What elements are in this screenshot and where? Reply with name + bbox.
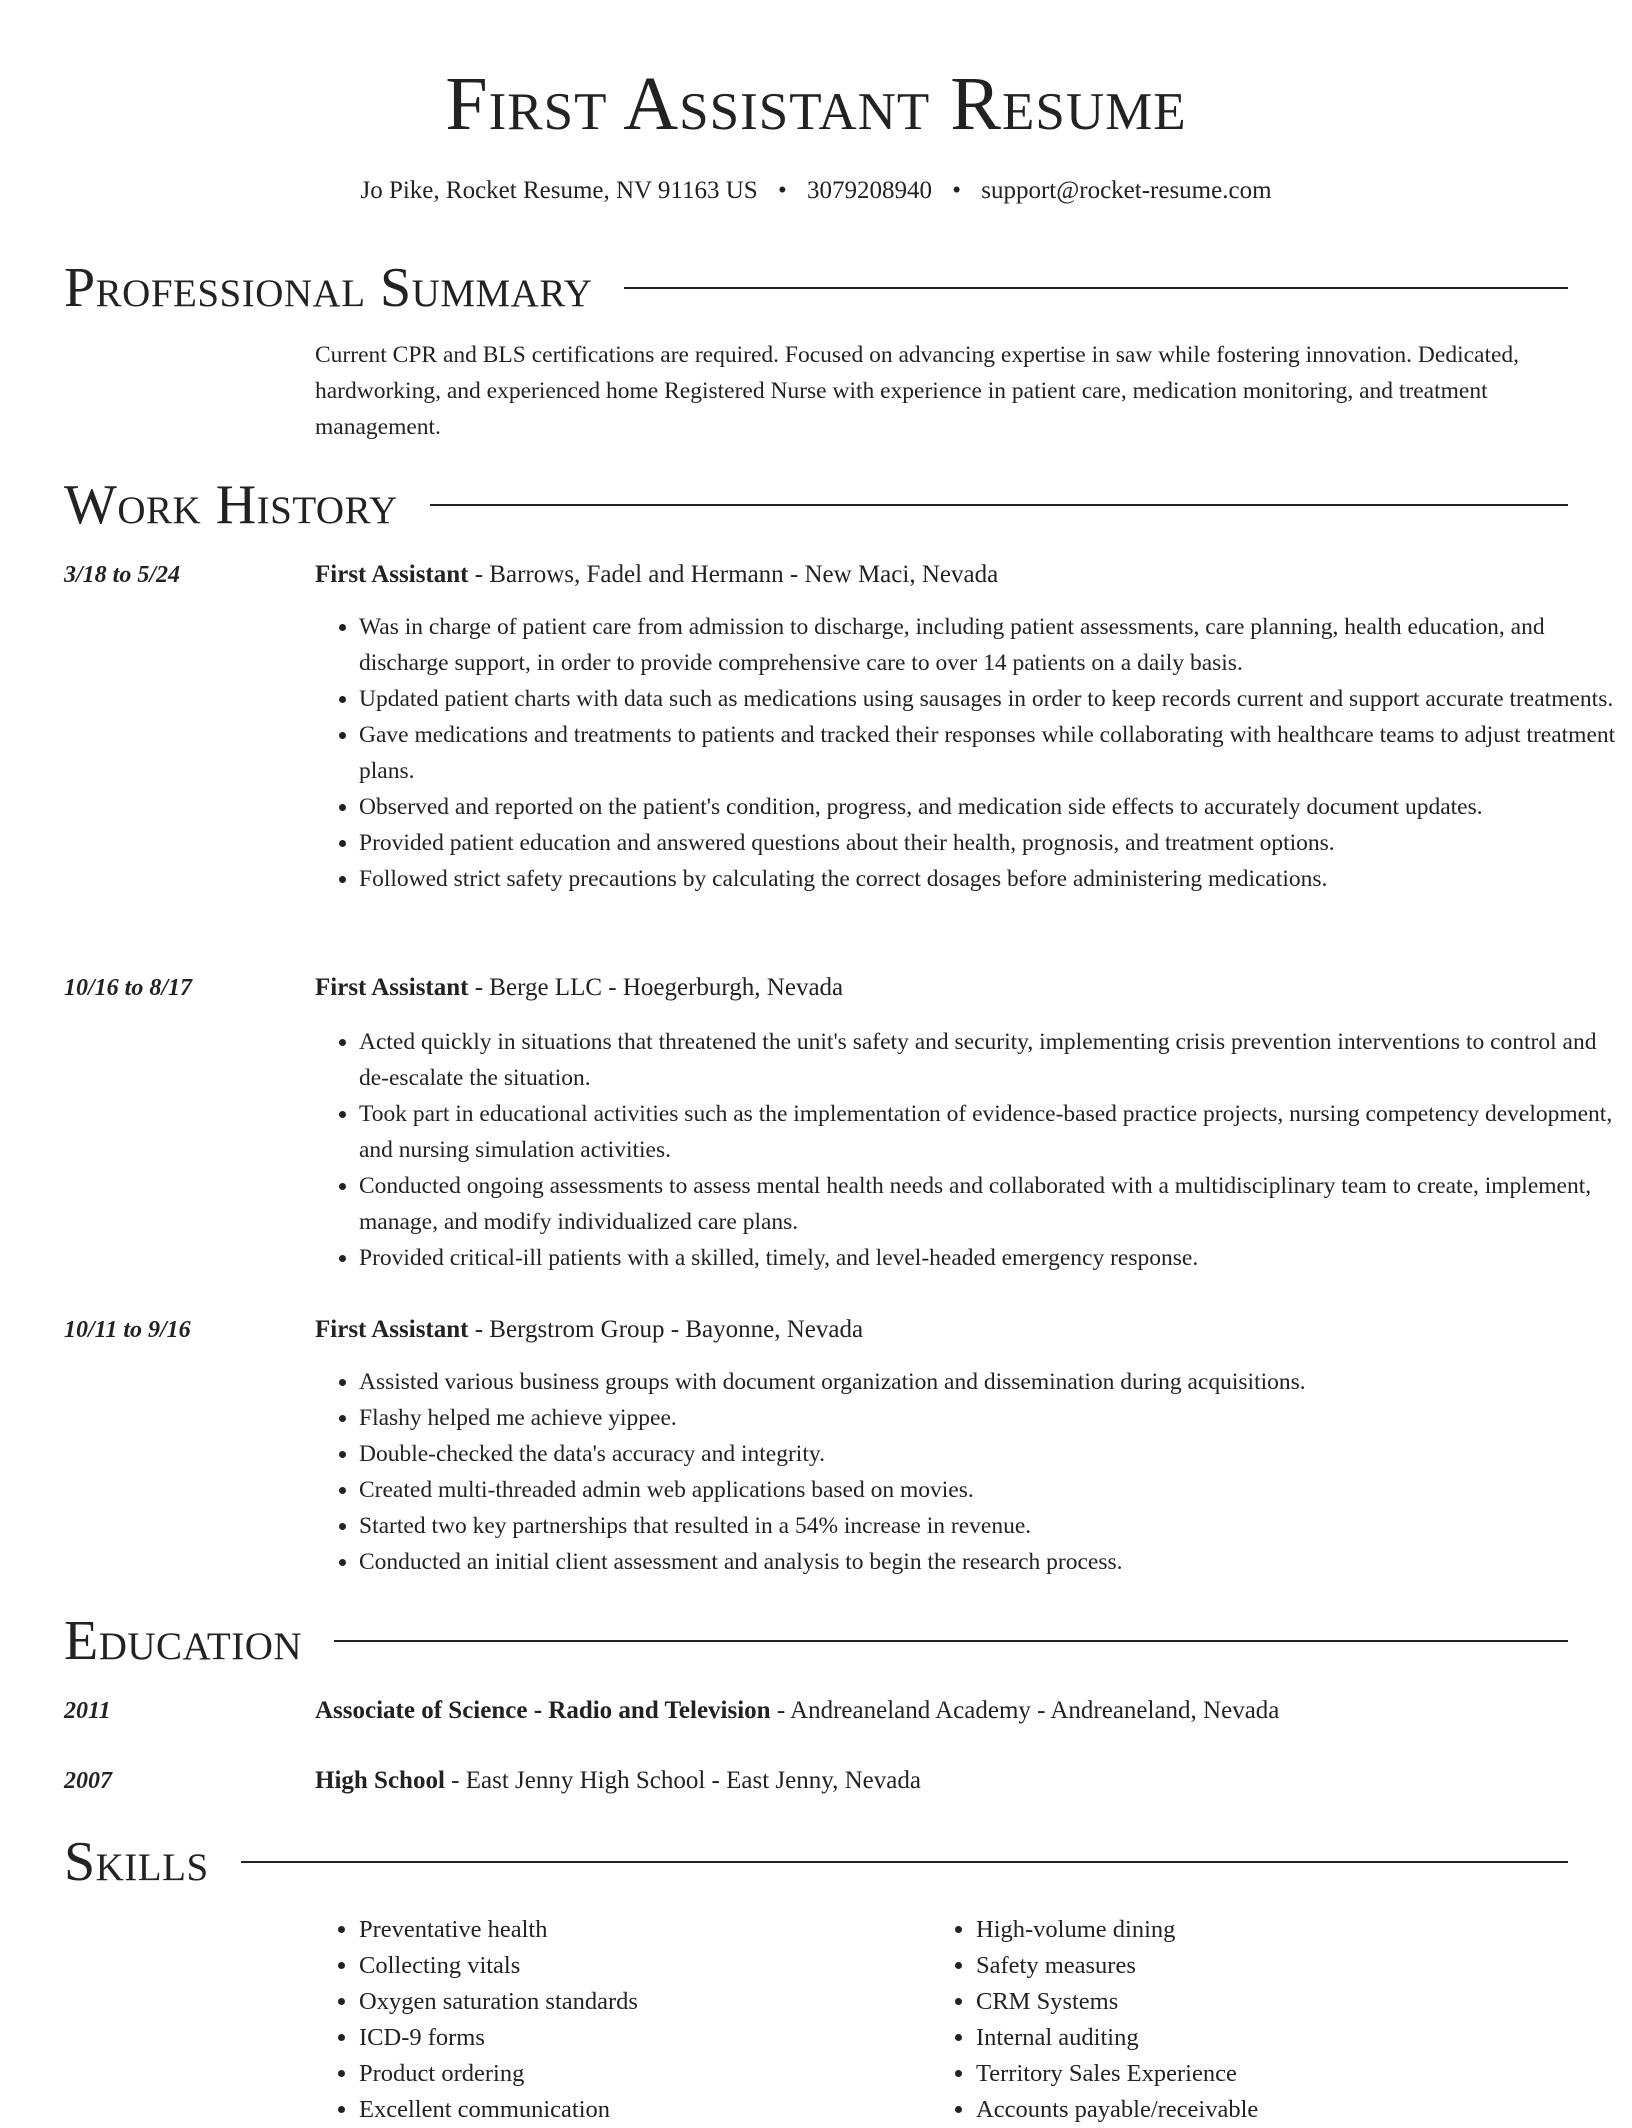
education-year: 2011 — [64, 1698, 111, 1724]
contact-separator: • — [777, 177, 787, 204]
job-bullet: • Created multi-threaded admin web applications based on movies. — [359, 1472, 1619, 1508]
job-dates: 3/18 to 5/24 — [64, 562, 181, 588]
education-degree: Associate of Science - Radio and Television — [315, 1697, 771, 1724]
job-header — [315, 557, 1575, 593]
section-rule — [334, 1640, 1568, 1642]
skill-item: • CRM Systems — [976, 1984, 1576, 2020]
education-year: 2007 — [64, 1768, 112, 1794]
job-bullet: • Provided critical-ill patients with a skilled, timely, and level-headed emergency response. — [359, 1240, 1619, 1276]
summary-heading: Professional Summary — [64, 257, 593, 319]
job-details: - Barrows, Fadel and Hermann - New Maci, Nevada — [468, 561, 999, 588]
job-bullets — [315, 1364, 1619, 1580]
skill-item: • Oxygen saturation standards — [359, 1984, 919, 2020]
job-bullet: • Assisted various business groups with document organization and dissemination during acquisitions. — [359, 1364, 1619, 1400]
education-heading: Education — [64, 1610, 303, 1672]
job-details: - Bergstrom Group - Bayonne, Nevada — [468, 1316, 864, 1343]
section-rule — [241, 1861, 1568, 1863]
job-bullet: • Conducted an initial client assessment and analysis to begin the research process. — [359, 1544, 1619, 1580]
skill-item: • Excellent communication — [359, 2092, 919, 2128]
job-header — [315, 1312, 1575, 1348]
work-heading: Work History — [64, 474, 398, 536]
summary-section-header — [64, 254, 1568, 322]
skills-list-left — [315, 1912, 919, 2128]
education-header — [315, 1763, 1575, 1799]
section-rule — [430, 504, 1568, 506]
job-bullet: • Updated patient charts with data such as medications using sausages in order to keep records current and support accurate treatments. — [359, 681, 1619, 717]
work-section-header — [64, 471, 1568, 539]
job-bullet: • Conducted ongoing assessments to assess mental health needs and collaborated with a multidisciplinary team to create, implement, manage, and modify individualized care plans. — [359, 1168, 1619, 1240]
skills-list-right — [932, 1912, 1576, 2128]
skills-section-header — [64, 1828, 1568, 1896]
job-bullet: • Flashy helped me achieve yippee. — [359, 1400, 1619, 1436]
skills-heading: Skills — [64, 1831, 209, 1893]
contact-phone: 3079208940 — [806, 177, 932, 204]
contact-line — [0, 174, 1632, 208]
job-bullet: • Provided patient education and answered questions about their health, prognosis, and treatment options. — [359, 825, 1619, 861]
job-title: First Assistant — [315, 1316, 469, 1343]
education-details: - East Jenny High School - East Jenny, Nevada — [444, 1767, 921, 1794]
job-bullet: • Observed and reported on the patient's condition, progress, and medication side effects to accurately document updates. — [359, 789, 1619, 825]
job-bullet: • Took part in educational activities such as the implementation of evidence-based practice projects, nursing competency development, and nursing simulation activities. — [359, 1096, 1619, 1168]
job-bullet: • Acted quickly in situations that threatened the unit's safety and security, implementing crisis prevention interventions to control and de-escalate the situation. — [359, 1024, 1619, 1096]
education-section-header — [64, 1607, 1568, 1675]
job-dates: 10/16 to 8/17 — [64, 975, 193, 1001]
skill-item: • Collecting vitals — [359, 1948, 919, 1984]
job-bullets — [315, 1024, 1619, 1276]
job-dates: 10/11 to 9/16 — [64, 1317, 191, 1343]
skill-item: • ICD-9 forms — [359, 2020, 919, 2056]
job-bullet: • Followed strict safety precautions by calculating the correct dosages before administering medications. — [359, 861, 1619, 897]
job-bullet: • Was in charge of patient care from admission to discharge, including patient assessments, care planning, health education, and discharge support, in order to provide comprehensive care to over 14 patients on a daily basis. — [359, 609, 1619, 681]
skill-item: • High-volume dining — [976, 1912, 1576, 1948]
skill-item: • Accounts payable/receivable — [976, 2092, 1576, 2128]
contact-address: Jo Pike, Rocket Resume, NV 91163 US — [360, 177, 758, 204]
contact-email: support@rocket-resume.com — [981, 177, 1272, 204]
skill-item: • Internal auditing — [976, 2020, 1576, 2056]
job-details: - Berge LLC - Hoegerburgh, Nevada — [468, 974, 844, 1001]
skill-item: • Product ordering — [359, 2056, 919, 2092]
job-title: First Assistant — [315, 974, 469, 1001]
contact-separator: • — [952, 177, 961, 204]
section-rule — [624, 287, 1568, 289]
education-details: - Andreaneland Academy - Andreaneland, Nevada — [770, 1697, 1280, 1724]
job-bullet: • Double-checked the data's accuracy and integrity. — [359, 1436, 1619, 1472]
skill-item: • Preventative health — [359, 1912, 919, 1948]
job-bullet: • Gave medications and treatments to patients and tracked their responses while collaborating with healthcare teams to adjust treatment plans. — [359, 717, 1619, 789]
education-header — [315, 1693, 1575, 1729]
resume-title: First Assistant Resume — [445, 62, 1187, 146]
skill-item: • Safety measures — [976, 1948, 1576, 1984]
job-header — [315, 970, 1575, 1006]
job-bullet: • Started two key partnerships that resulted in a 54% increase in revenue. — [359, 1508, 1619, 1544]
education-degree: High School — [315, 1767, 445, 1794]
summary-text: Current CPR and BLS certifications are required. Focused on advancing expertise in saw while fostering innovation. Dedicated, hardworking, and experienced home Registered Nurse with experience in patient care, medication monitoring, and treatment management. — [315, 342, 1520, 440]
job-bullets — [315, 609, 1619, 897]
job-title: First Assistant — [315, 561, 469, 588]
skill-item: • Territory Sales Experience — [976, 2056, 1576, 2092]
